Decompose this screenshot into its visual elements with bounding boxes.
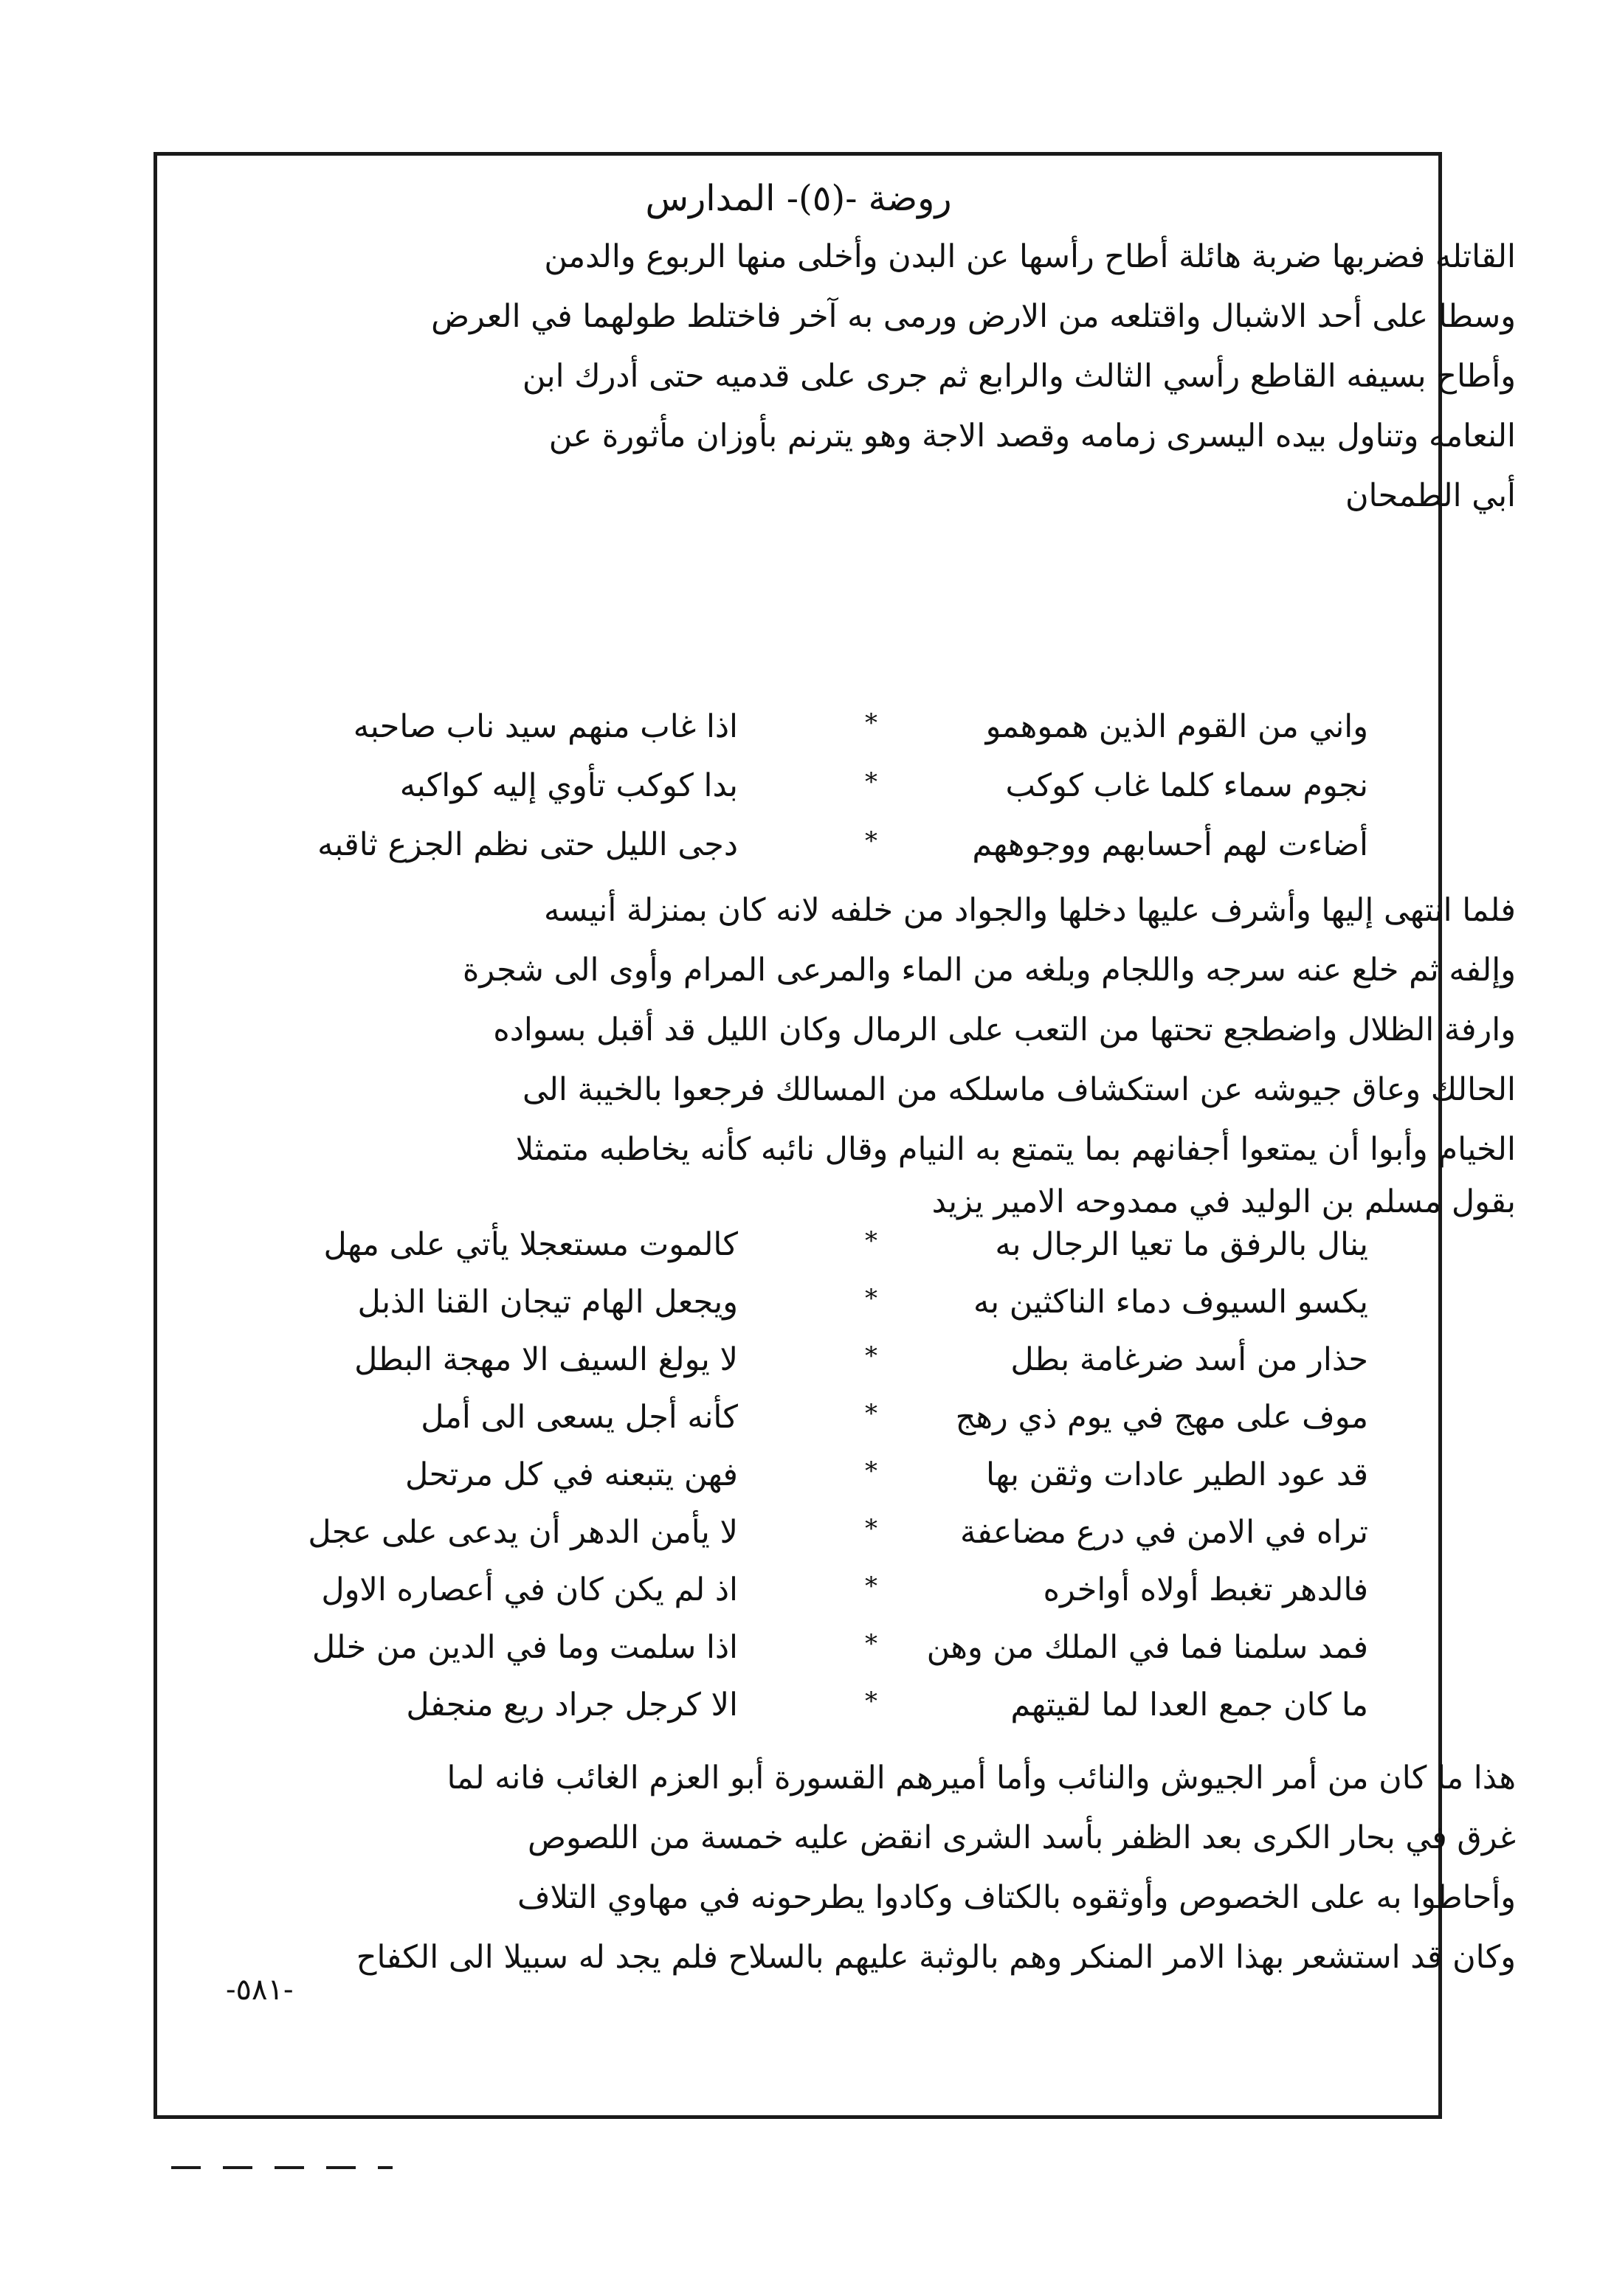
verse-second-hemistich: دجى الليل حتى نظم الجزع ثاقبه [317,826,738,863]
verse-second-hemistich: فهن يتبعنه في كل مرتحل [405,1456,738,1493]
paragraph-2 [81,881,1516,1224]
verse-separator: * [865,1284,877,1313]
scan-edge-dashes [171,2166,393,2169]
page-number: -٥٨١- [226,1973,294,2007]
verse-separator: * [865,1341,877,1371]
verse-first-hemistich: فالدهر تغبط أولاه أواخره [1043,1571,1368,1608]
verse-second-hemistich: لا يأمن الدهر أن يدعى على عجل [308,1514,738,1551]
verse-separator: * [865,1226,877,1256]
verse-first-hemistich: ما كان جمع العدا لما لقيتهم [1010,1687,1368,1723]
verse-separator: * [865,1514,877,1543]
verse-first-hemistich: حذار من أسد ضرغامة بطل [1010,1341,1368,1378]
paragraph-1 [81,227,1516,526]
text-line: الحالك وعاق جيوشه عن استكشاف ماسلكه من المسالك فرجعوا بالخيبة الى [522,1071,1516,1108]
text-line: وكان قد استشعر بهذا الامر المنكر وهم بالوثبة عليهم بالسلاح فلم يجد له سبيلا الى الكفاح [356,1939,1516,1976]
verse-first-hemistich: يكسو السيوف دماء الناكثين به [973,1284,1368,1321]
text-line: أبي الطمحان [1345,477,1516,514]
verse-separator: * [865,1571,877,1601]
verse-first-hemistich: تراه في الامن في درع مضاعفة [960,1514,1368,1551]
text-line: فلما انتهى إليها وأشرف عليها دخلها والجواد من خلفه لانه كان بمنزلة أنيسه [544,892,1516,929]
page-title: روضة -(٥)- المدارس [645,178,952,219]
verse-first-hemistich: نجوم سماء كلما غاب كوكب [1005,767,1368,804]
verse-first-hemistich: فمد سلمنا فما في الملك من وهن [926,1629,1368,1666]
verse-second-hemistich: كالموت مستعجلا يأتي على مهل [323,1226,738,1263]
verse-first-hemistich: موف على مهج في يوم ذي رهج [955,1399,1368,1436]
verse-second-hemistich: الا كرجل جراد ريع منجفل [406,1687,738,1723]
text-line: وارفة الظلال واضطجع تحتها من التعب على الرمال وكان الليل قد أقبل بسواده [493,1012,1516,1048]
verse-separator: * [865,1456,877,1486]
verse-second-hemistich: اذ لم يكن كان في أعصاره الاول [321,1571,738,1608]
text-line: هذا ما كان من أمر الجيوش والنائب وأما أميرهم القسورة أبو العزم الغائب فانه لما [446,1760,1516,1797]
verse-second-hemistich: اذا غاب منهم سيد ناب صاحبه [353,708,738,745]
verse-first-hemistich: ينال بالرفق ما تعيا الرجال به [995,1226,1368,1263]
verse-second-hemistich: بدا كوكب تأوي إليه كواكبه [399,767,738,804]
text-line: القاتله فضربها ضربة هائلة أطاح رأسها عن البدن وأخلى منها الربوع والدمن [544,238,1516,275]
text-line: الخيام وأبوا أن يمتعوا أجفانهم بما يتمتع به النيام وقال نائبه كأنه يخاطبه متمثلا [515,1131,1516,1168]
paragraph-3 [81,1749,1516,1988]
verse-first-hemistich: واني من القوم الذين هموهمو [985,708,1368,745]
text-line: وأحاطوا به على الخصوص وأوثقوه بالكتاف وكادوا يطرحونه في مهاوي التلاف [517,1879,1516,1916]
verse-separator: * [865,1687,877,1716]
text-line: وسطا على أحد الاشبال واقتلعه من الارض ورمى به آخر فاختلط طولهما في العرض [431,298,1516,335]
verse-separator: * [865,826,877,856]
text-line: بقول مسلم بن الوليد في ممدوحه الامير يزيد [931,1183,1516,1220]
verse-separator: * [865,708,877,738]
text-line: غرق في بحار الكرى بعد الظفر بأسد الشرى انقض عليه خمسة من اللصوص [528,1819,1516,1856]
text-line: وأطاح بسيفه القاطع رأسي الثالث والرابع ثم جرى على قدميه حتى أدرك ابن [522,358,1516,395]
text-line: وإلفه ثم خلع عنه سرجه واللجام وبلغه من الماء والمرعى المرام وأوى الى شجرة [462,952,1516,989]
verse-first-hemistich: قد عود الطير عادات وثقن بها [986,1456,1368,1493]
verse-second-hemistich: كأنه أجل يسعى الى أمل [421,1399,738,1436]
verse-second-hemistich: لا يولغ السيف الا مهجة البطل [354,1341,738,1378]
verse-separator: * [865,767,877,797]
text-line: النعامه وتناول بيده اليسرى زمامه وقصد الاجة وهو يترنم بأوزان مأثورة عن [548,418,1516,454]
verse-second-hemistich: ويجعل الهام تيجان القنا الذبل [357,1284,738,1321]
verse-first-hemistich: أضاءت لهم أحسابهم ووجوههم [972,826,1368,863]
verse-second-hemistich: اذا سلمت وما في الدين من خلل [311,1629,738,1666]
verse-separator: * [865,1629,877,1659]
verse-separator: * [865,1399,877,1428]
